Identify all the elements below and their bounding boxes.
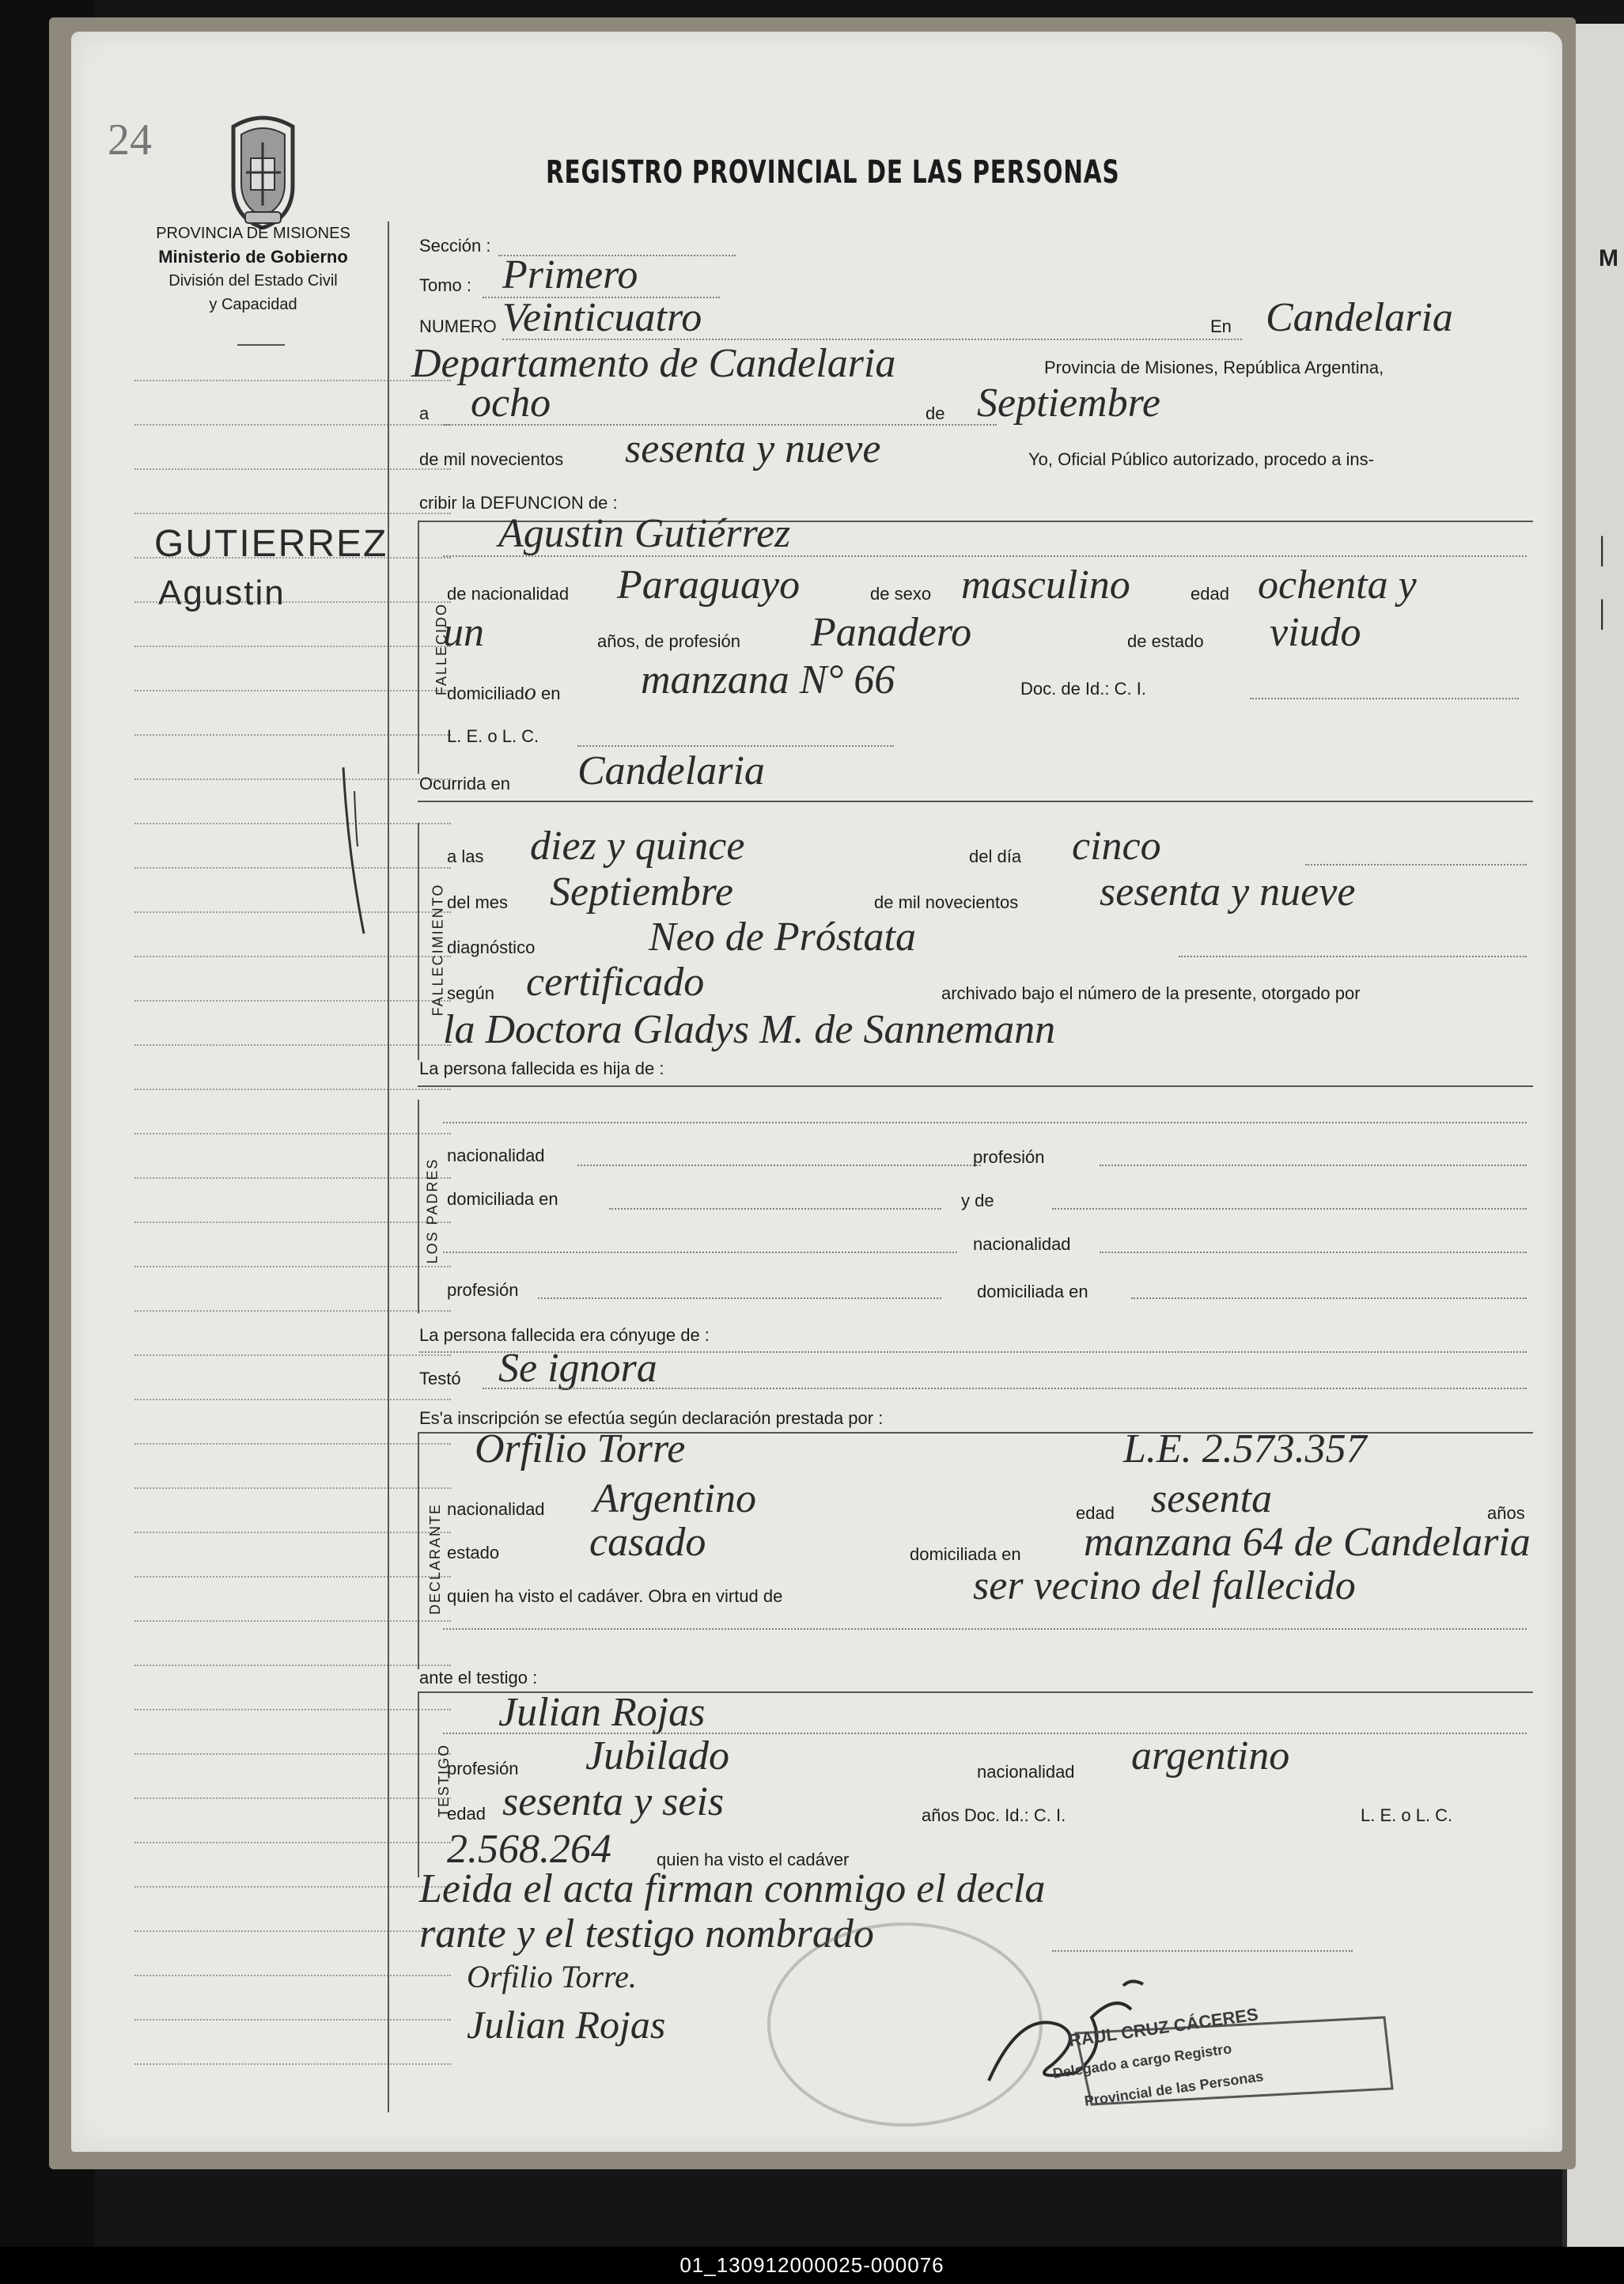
label-archivado: archivado bajo el número de la presente, otorgado por (941, 983, 1361, 1003)
value-declarante-nombre: Orfilio Torre (475, 1426, 686, 1472)
label-inscribir: cribir la DEFUNCION de : (419, 493, 618, 513)
label-anos-doc: años Doc. Id.: C. I. (922, 1805, 1066, 1825)
field-line (443, 1252, 957, 1253)
value-edad-1: ochenta y (1258, 562, 1417, 608)
label-profesion-2: profesión (447, 1280, 519, 1300)
margin-given-name: Agustin (158, 574, 286, 612)
section-rule (418, 801, 1533, 802)
field-line (1100, 1165, 1527, 1166)
value-cierre-2: rante y el testigo nombrado (419, 1911, 874, 1956)
field-line (577, 1165, 981, 1166)
field-line (577, 745, 894, 747)
value-domicilio: manzana N° 66 (641, 657, 895, 703)
register-page (71, 32, 1562, 2152)
value-declarante-estado: casado (589, 1520, 706, 1565)
field-line (1250, 698, 1519, 699)
label-doc-id: Doc. de Id.: C. I. (1020, 679, 1146, 699)
signature-declarante: Orfilio Torre. (467, 1959, 637, 1994)
value-edad-2: un (443, 610, 484, 655)
value-anio: sesenta y nueve (625, 426, 881, 472)
label-del-mes: del mes (447, 892, 509, 912)
value-dia: ocho (471, 381, 551, 426)
label-le-lc: L. E. o L. C. (447, 726, 539, 746)
label-testo: Testó (419, 1369, 461, 1388)
section-bar (418, 823, 419, 1060)
label-seccion: Sección : (419, 236, 491, 256)
value-cierre-1: Leida el acta firman conmigo el decla (419, 1866, 1046, 1911)
label-domiciliada-declarante: domiciliada en (910, 1544, 1021, 1564)
field-line (1179, 956, 1527, 957)
adjacent-page-mark: | (1599, 531, 1606, 567)
folio-number: 24 (108, 116, 152, 165)
section-label-los-padres: LOS PADRES (424, 1157, 441, 1264)
label-del-dia: del día (969, 847, 1022, 866)
section-bar (418, 1432, 419, 1669)
label-edad: edad (1191, 584, 1229, 604)
value-declarante-doc: L.E. 2.573.357 (1123, 1426, 1367, 1472)
section-bar (418, 1100, 419, 1313)
margin-surname: GUTIERREZ (154, 523, 388, 565)
authority-line: Ministerio de Gobierno (158, 247, 348, 267)
label-quien-visto: quien ha visto el cadáver. Obra en virtud de (447, 1586, 783, 1606)
section-rule (418, 1085, 1533, 1087)
value-domicilio-letter: o (524, 679, 536, 705)
authority-line: División del Estado Civil (168, 272, 338, 290)
value-testigo-edad: sesenta y seis (502, 1779, 725, 1824)
value-dia-fallecimiento: cinco (1072, 824, 1161, 869)
label-domiciliado-suffix: en (540, 684, 561, 703)
adjacent-page-fragment: M (1599, 245, 1618, 271)
margin-separator (388, 222, 389, 2112)
field-line (443, 1122, 1527, 1123)
value-declarante-nacionalidad: Argentino (593, 1476, 757, 1521)
label-de: de (926, 403, 945, 423)
value-localidad: Candelaria (1266, 295, 1453, 340)
adjacent-page-mark: | (1599, 594, 1606, 631)
label-a-las: a las (447, 847, 484, 866)
label-declaracion: Es'a inscripción se efectúa según declaración prestada por : (419, 1408, 884, 1428)
section-label-fallecido: FALLECIDO (433, 602, 450, 696)
stamp-line: RAUL CRUZ CÁCERES (1067, 2004, 1260, 2051)
label-conyuge: La persona fallecida era cónyuge de : (419, 1325, 710, 1345)
value-hora: diez y quince (530, 824, 745, 869)
label-de-mil-nov: de mil novecientos (874, 892, 1019, 912)
label-diagnostico: diagnóstico (447, 937, 536, 957)
label-a: a (419, 403, 430, 423)
value-declarante-domicilio: manzana 64 de Candelaria (1084, 1520, 1531, 1565)
label-profesion: profesión (973, 1147, 1045, 1167)
label-ante-testigo: ante el testigo : (419, 1668, 538, 1687)
value-numero: Veinticuatro (502, 295, 702, 340)
value-nacionalidad: Paraguayo (617, 562, 801, 608)
issuing-authority (134, 222, 372, 316)
label-de-estado: de estado (1127, 631, 1204, 651)
margin-tick-mark-icon (340, 759, 369, 941)
value-declarante-edad: sesenta (1151, 1476, 1273, 1521)
value-testigo-doc: 2.568.264 (447, 1827, 611, 1872)
section-label-fallecimiento: FALLECIMIENTO (430, 883, 446, 1017)
label-nacionalidad-declarante: nacionalidad (447, 1499, 545, 1519)
label-edad-testigo: edad (447, 1804, 486, 1824)
value-testo: Se ignora (498, 1346, 657, 1391)
signature-testigo: Julian Rojas (467, 2002, 666, 2047)
value-segun: certificado (526, 960, 705, 1005)
field-line (1052, 1950, 1353, 1952)
label-provincia: Provincia de Misiones, República Argentina, (1044, 358, 1384, 377)
value-departamento: Departamento de Candelaria (411, 341, 896, 386)
authority-line: PROVINCIA DE MISIONES (156, 225, 350, 242)
label-tomo: Tomo : (419, 275, 472, 295)
label-de-nacionalidad: de nacionalidad (447, 584, 570, 604)
value-profesion: Panadero (811, 610, 972, 655)
label-profesion-testigo: profesión (447, 1759, 519, 1778)
label-quien-ha-visto: quien ha visto el cadáver (657, 1850, 850, 1869)
authority-line: y Capacidad (209, 296, 297, 313)
label-ocurrida-en: Ocurrida en (419, 774, 510, 794)
stamp-line: Delegado a cargo Registro (1051, 2040, 1233, 2081)
field-line (538, 1297, 941, 1299)
label-y-de: y de (961, 1191, 994, 1210)
label-estado: estado (447, 1543, 500, 1562)
label-nacionalidad: nacionalidad (447, 1146, 545, 1165)
field-line (443, 555, 1527, 557)
label-domiciliada-en-2: domiciliada en (977, 1282, 1088, 1301)
label-nacionalidad-2: nacionalidad (973, 1234, 1071, 1254)
label-segun: según (447, 983, 494, 1003)
value-anio-fallecimiento: sesenta y nueve (1100, 869, 1356, 915)
field-line (1100, 1252, 1527, 1253)
stamp-line: Provincial de las Personas (1083, 2068, 1265, 2109)
label-domiciliada-en: domiciliada en (447, 1189, 558, 1209)
field-line (483, 1388, 1527, 1389)
label-hija-de: La persona fallecida es hija de : (419, 1059, 664, 1078)
label-anos-declarante: años (1487, 1503, 1525, 1523)
authority-rule (237, 344, 285, 346)
value-otorgado-por: la Doctora Gladys M. de Sannemann (443, 1007, 1056, 1052)
section-bar (418, 521, 419, 774)
value-testigo-nacionalidad: argentino (1131, 1733, 1290, 1778)
label-en: En (1210, 316, 1232, 336)
label-de-mil: de mil novecientos (419, 449, 564, 469)
field-line (1131, 1297, 1527, 1299)
field-line (609, 1208, 941, 1210)
value-testigo-nombre: Julian Rojas (498, 1690, 706, 1735)
label-nacionalidad-testigo: nacionalidad (977, 1762, 1075, 1782)
label-domiciliado-prefix: domiciliad (447, 684, 524, 703)
value-testigo-profesion: Jubilado (585, 1733, 729, 1778)
value-tomo: Primero (502, 252, 638, 297)
section-label-testigo: TESTIGO (436, 1743, 452, 1818)
section-bar (418, 1691, 419, 1877)
label-domiciliado (447, 679, 560, 706)
value-diagnostico: Neo de Próstata (649, 915, 916, 960)
label-de-sexo: de sexo (870, 584, 932, 604)
label-le-o-lc: L. E. o L. C. (1361, 1805, 1453, 1825)
label-edad-declarante: edad (1076, 1503, 1115, 1523)
field-line (1052, 1208, 1527, 1210)
page-title: REGISTRO PROVINCIAL DE LAS PERSONAS (546, 154, 1120, 191)
margin-ruled-lines (134, 380, 451, 2104)
label-anos-profesion: años, de profesión (597, 631, 741, 651)
value-mes: Septiembre (977, 381, 1160, 426)
value-sexo: masculino (961, 562, 1130, 608)
value-mes-fallecimiento: Septiembre (550, 869, 733, 915)
provincial-crest-icon (218, 111, 309, 229)
section-label-declarante: DECLARANTE (427, 1502, 444, 1615)
label-yo-oficial: Yo, Oficial Público autorizado, procedo a ins- (1028, 449, 1374, 469)
field-line (1305, 864, 1527, 865)
field-line (443, 1628, 1527, 1630)
image-label: 01_130912000025-000076 (680, 2253, 944, 2277)
value-estado: viudo (1270, 610, 1361, 655)
label-numero: NUMERO (419, 316, 497, 336)
value-declarante-motivo: ser vecino del fallecido (973, 1563, 1356, 1608)
value-nombre: Agustin Gutiérrez (498, 511, 791, 556)
value-ocurrida-en: Candelaria (577, 748, 765, 794)
